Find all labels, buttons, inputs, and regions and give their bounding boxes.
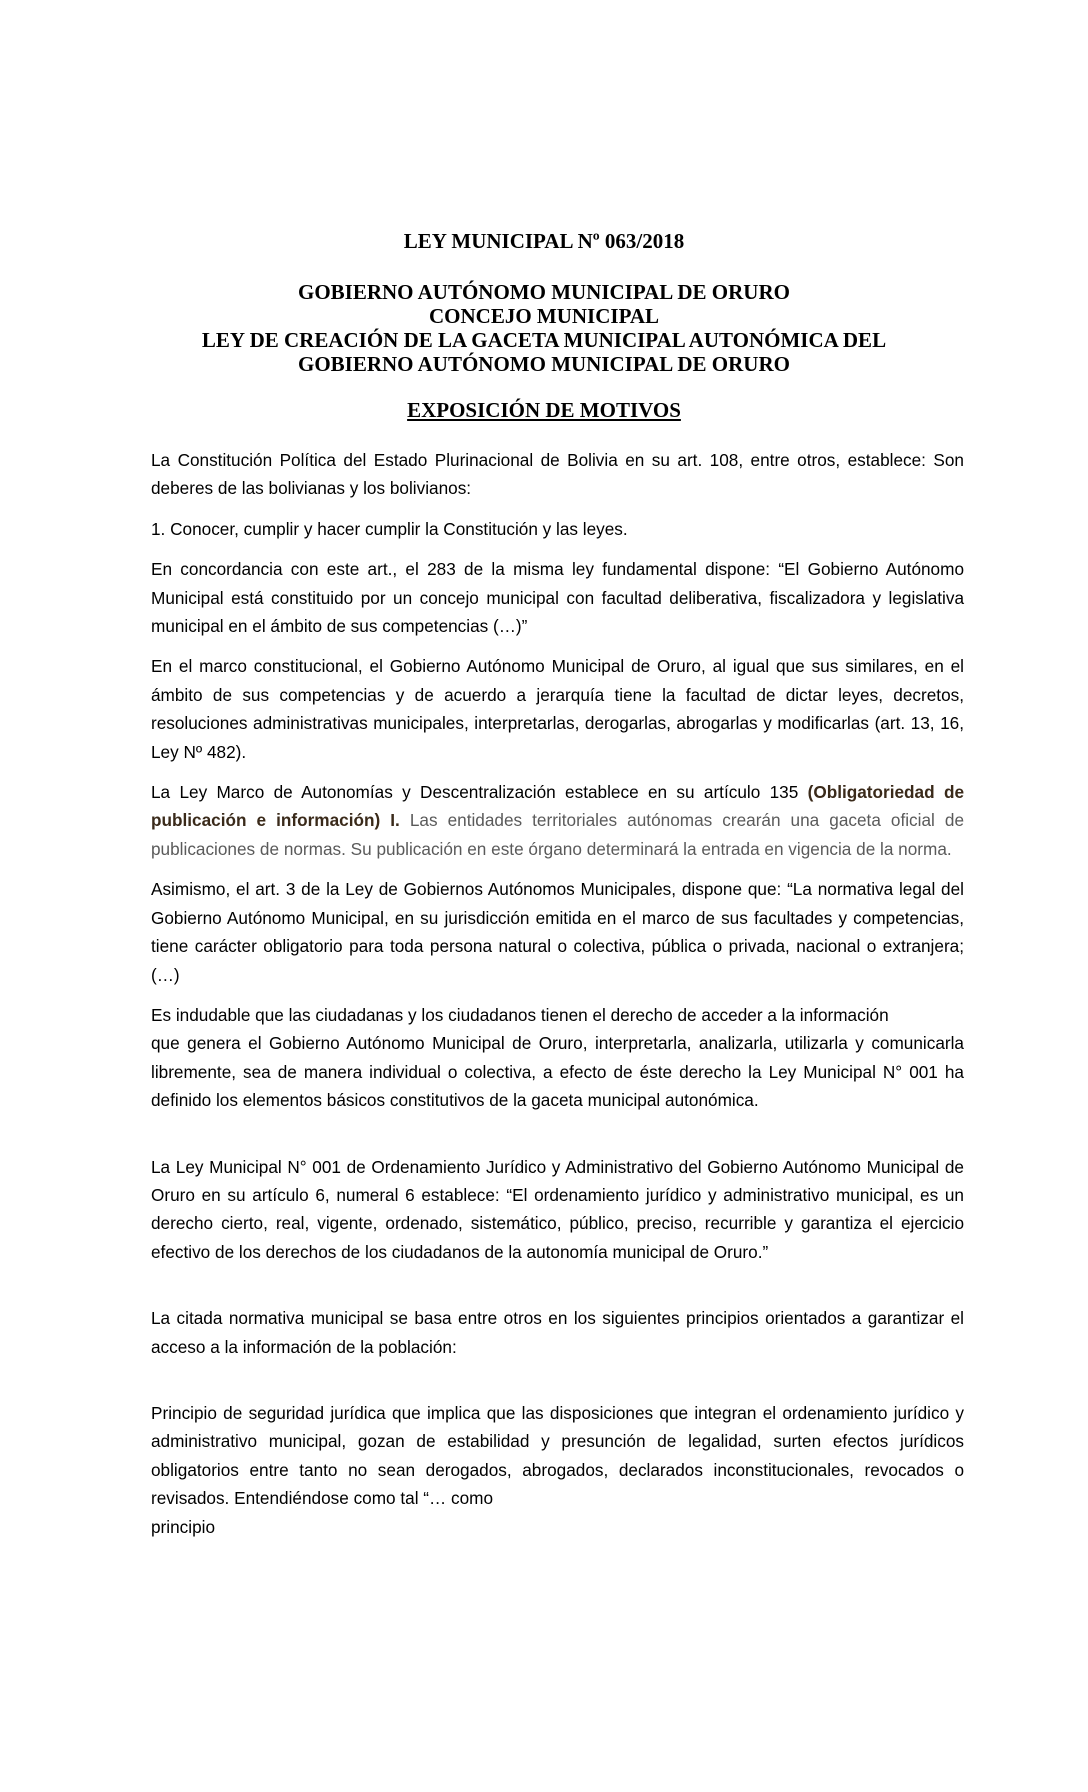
paragraph: La Constitución Política del Estado Plurinacional de Bolivia en su art. 108, entre otros, establece: Son deberes de las bolivianas y los bolivianos: (151, 450, 964, 499)
quoted-text: Las entidades territoriales autónomas crearán una gaceta oficial de publicaciones de normas. Su publicación en este órgano determinará la entrada en vigencia de la norma. (151, 810, 964, 859)
section-title: EXPOSICIÓN DE MOTIVOS (407, 398, 681, 422)
paragraph: que genera el Gobierno Autónomo Municipal de Oruro, interpretarla, analizarla, utilizarla y comunicarla libremente, sea de manera individual o colectiva, a efecto de éste derecho la Ley Municipal N° 001 ha definido los elementos básicos constitutivos de la gaceta municipal autonómica. (151, 1033, 964, 1111)
paragraph: En concordancia con este art., el 283 de la misma ley fundamental dispone: “El Gobierno Autónomo Municipal está constituido por un concejo municipal con facultad deliberativa, fiscalizadora y legislativa municipal en el ámbito de sus competencias (…)” (151, 559, 964, 637)
heading-line: GOBIERNO AUTÓNOMO MUNICIPAL DE ORURO (298, 352, 790, 376)
paragraph: principio (151, 1516, 216, 1537)
paragraph-text: La Ley Marco de Autonomías y Descentralización establece en su artículo 135 (151, 782, 808, 803)
law-number-title: LEY MUNICIPAL Nº 063/2018 (403, 229, 685, 253)
paragraph: En el marco constitucional, el Gobierno Autónomo Municipal de Oruro, al igual que sus similares, en el ámbito de sus competencias y de acuerdo a jerarquía tiene la facultad de dictar leyes, decretos, resoluciones administrativas municipales, interpretarlas, derogarlas, abrogarlas y modificarlas (art. 13, 16, Ley Nº 482). (151, 656, 964, 762)
article-heading: (Obligatoriedad de publicación e información) I. (151, 782, 965, 831)
paragraph (151, 778, 964, 863)
heading-line: CONCEJO MUNICIPAL (428, 304, 660, 328)
heading-line: GOBIERNO AUTÓNOMO MUNICIPAL DE ORURO (298, 280, 790, 304)
heading-line: LEY DE CREACIÓN DE LA GACETA MUNICIPAL AUTONÓMICA DEL (201, 328, 887, 352)
paragraph: 1. Conocer, cumplir y hacer cumplir la Constitución y las leyes. (151, 518, 628, 539)
document-body (151, 446, 964, 1541)
paragraph: Es indudable que las ciudadanas y los ciudadanos tienen el derecho de acceder a la información (151, 1004, 889, 1025)
paragraph: Asimismo, el art. 3 de la Ley de Gobiernos Autónomos Municipales, dispone que: “La normativa legal del Gobierno Autónomo Municipal, en su jurisdicción emitida en el marco de sus facultades y competencias, tiene carácter obligatorio para toda persona natural o colectiva, pública o privada, nacional o extranjera; (…) (151, 879, 964, 985)
paragraph: La Ley Municipal N° 001 de Ordenamiento Jurídico y Administrativo del Gobierno Autónomo Municipal de Oruro en su artículo 6, numeral 6 establece: “El ordenamiento jurídico y administrativo municipal, es un derecho cierto, real, vigente, ordenado, sistemático, público, preciso, recurrible y garantiza el ejercicio efectivo de los derechos de los ciudadanos de la autonomía municipal de Oruro.” (151, 1156, 964, 1262)
law-headings (0, 280, 1088, 376)
paragraph: La citada normativa municipal se basa entre otros en los siguientes principios orientados a garantizar el acceso a la información de la población: (151, 1308, 964, 1357)
paragraph: Principio de seguridad jurídica que implica que las disposiciones que integran el ordenamiento jurídico y administrativo municipal, gozan de estabilidad y presunción de legalidad, surten efectos jurídicos obligatorios entre tanto no sean derogados, abrogados, declarados inconstitucionales, revocados o revisados. Entendiéndose como tal “… como (151, 1402, 964, 1509)
